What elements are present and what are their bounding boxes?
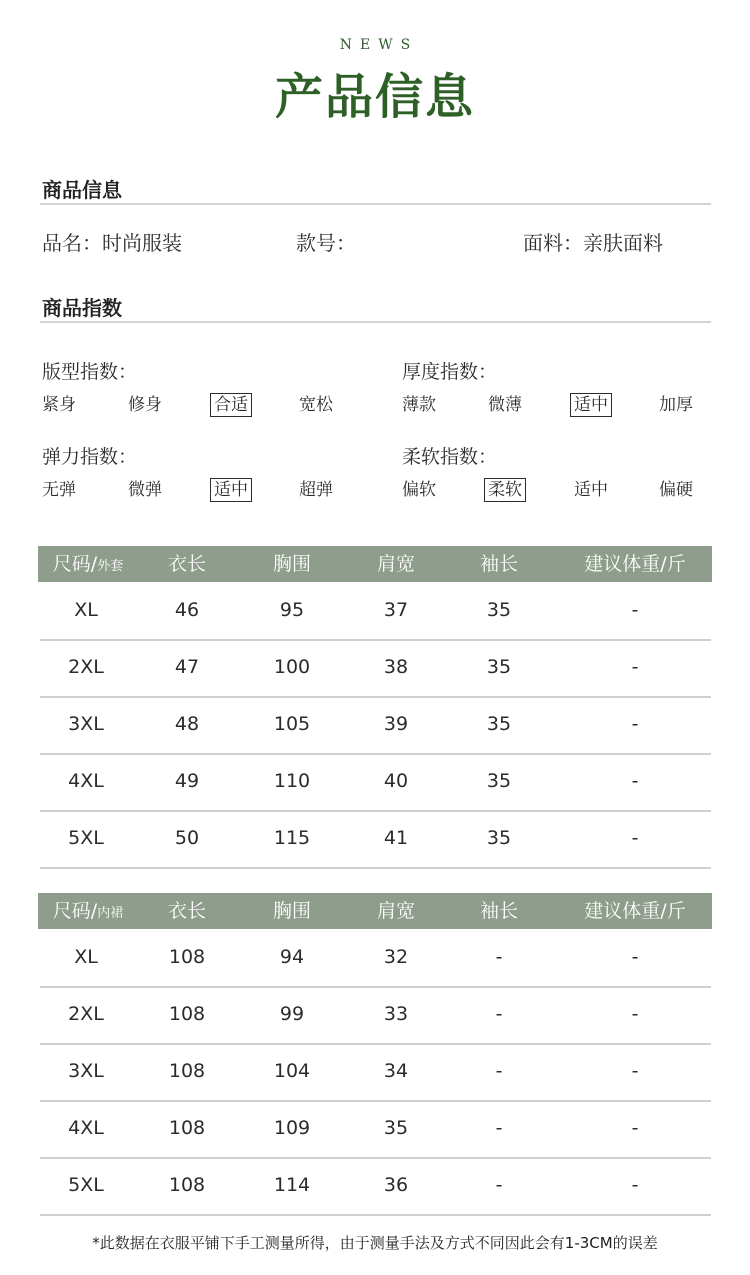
table-cell: 48 [174,713,200,735]
index-option: 适中 [574,480,608,500]
table-cell: 49 [174,770,200,792]
table-cell: XL [74,599,98,621]
index-option-selected: 适中 [570,393,612,417]
table-cell: 3XL [68,1060,104,1082]
header-cell: 建议体重/斤 [584,553,686,575]
product-name: 品名：时尚服装 [42,231,182,255]
table-cell: 110 [273,770,311,792]
table-cell: 50 [174,827,200,849]
table-cell: 108 [168,1117,206,1139]
table-cell: - [495,1003,503,1025]
header-cell: 衣长 [167,900,207,922]
table-cell: 35 [486,599,512,621]
header-size-type: 外套 [97,559,124,574]
index-option: 无弹 [42,480,76,500]
table-cell: 99 [279,1003,305,1025]
table-row [40,639,711,698]
divider [40,321,711,323]
table-cell: 4XL [68,1117,104,1139]
news-eyebrow: NEWS [339,37,419,53]
table-cell: 94 [279,946,305,968]
header-size-label: 尺码/ [52,553,98,575]
table-cell: - [495,1174,503,1196]
index-option: 超弹 [299,480,333,500]
table-cell: 39 [383,713,409,735]
table-cell: - [495,1117,503,1139]
index-option-selected: 柔软 [484,478,526,502]
table-row [40,810,711,869]
table-cell: 3XL [68,713,104,735]
table-cell: 33 [383,1003,409,1025]
table-cell: 35 [486,656,512,678]
table-cell: - [631,946,639,968]
table-cell: 35 [383,1117,409,1139]
table-cell: 35 [486,827,512,849]
table-row [40,1157,711,1216]
divider [40,203,711,205]
table-cell: 100 [273,656,311,678]
index-option-selected: 适中 [210,478,252,502]
table-cell: 109 [273,1117,311,1139]
table-cell: 5XL [68,827,104,849]
index-label: 柔软指数： [402,446,498,468]
table-cell: 114 [273,1174,311,1196]
index-option: 微弹 [128,480,162,500]
table-cell: - [631,713,639,735]
table-row [40,929,711,988]
table-cell: - [495,946,503,968]
table-row [40,582,711,641]
index-label: 弹力指数： [42,446,138,468]
table-cell: 108 [168,1174,206,1196]
table-cell: 37 [383,599,409,621]
table-cell: 108 [168,946,206,968]
table-cell: - [631,599,639,621]
table-row [40,986,711,1045]
table-cell: XL [74,946,98,968]
table-cell: 38 [383,656,409,678]
table-row [40,696,711,755]
header-cell: 建议体重/斤 [584,900,686,922]
index-option-selected: 合适 [210,393,252,417]
index-label: 厚度指数： [402,361,498,383]
table-cell: - [631,827,639,849]
table-header [38,893,712,929]
header-cell: 袖长 [479,900,519,922]
table-cell: 41 [383,827,409,849]
index-label: 版型指数： [42,361,138,383]
table-cell: 36 [383,1174,409,1196]
index-option: 偏软 [402,480,436,500]
table-cell: 105 [273,713,311,735]
index-option: 宽松 [299,395,333,415]
table-cell: 108 [168,1003,206,1025]
table-cell: 35 [486,770,512,792]
table-cell: 35 [486,713,512,735]
table-cell: - [631,1174,639,1196]
header-size [53,893,123,929]
table-cell: 5XL [68,1174,104,1196]
header-size [53,546,123,582]
header-cell: 衣长 [167,553,207,575]
table-cell: 46 [174,599,200,621]
header-size-type: 内裙 [97,906,124,921]
page-title: 产品信息 [274,69,475,125]
index-option: 偏硬 [659,480,693,500]
table-cell: - [631,1060,639,1082]
table-cell: 34 [383,1060,409,1082]
header-cell: 肩宽 [376,900,416,922]
product-info-title: 商品信息 [42,178,122,202]
table-cell: 108 [168,1060,206,1082]
table-cell: - [495,1060,503,1082]
style-number: 款号： [296,231,356,255]
fabric: 面料：亲肤面料 [523,231,663,255]
index-option: 薄款 [402,395,436,415]
table-row [40,753,711,812]
product-index-title: 商品指数 [42,296,122,320]
index-option: 微薄 [488,395,522,415]
measurement-footnote: *此数据在衣服平铺下手工测量所得，由于测量手法及方式不同因此会有1-3CM的误差 [92,1234,658,1252]
index-option: 加厚 [659,395,693,415]
header-cell: 胸围 [272,900,312,922]
table-cell: 104 [273,1060,311,1082]
header-cell: 肩宽 [376,553,416,575]
table-cell: 4XL [68,770,104,792]
header-cell: 袖长 [479,553,519,575]
table-row [40,1043,711,1102]
table-cell: 2XL [68,1003,104,1025]
table-header [38,546,712,582]
table-cell: - [631,770,639,792]
table-cell: 47 [174,656,200,678]
table-cell: 40 [383,770,409,792]
index-option: 紧身 [42,395,76,415]
table-cell: 32 [383,946,409,968]
header-cell: 胸围 [272,553,312,575]
table-cell: - [631,1003,639,1025]
table-cell: 115 [273,827,311,849]
table-row [40,1100,711,1159]
table-cell: 2XL [68,656,104,678]
table-cell: - [631,1117,639,1139]
header-size-label: 尺码/ [52,900,98,922]
index-option: 修身 [128,395,162,415]
table-cell: - [631,656,639,678]
table-cell: 95 [279,599,305,621]
